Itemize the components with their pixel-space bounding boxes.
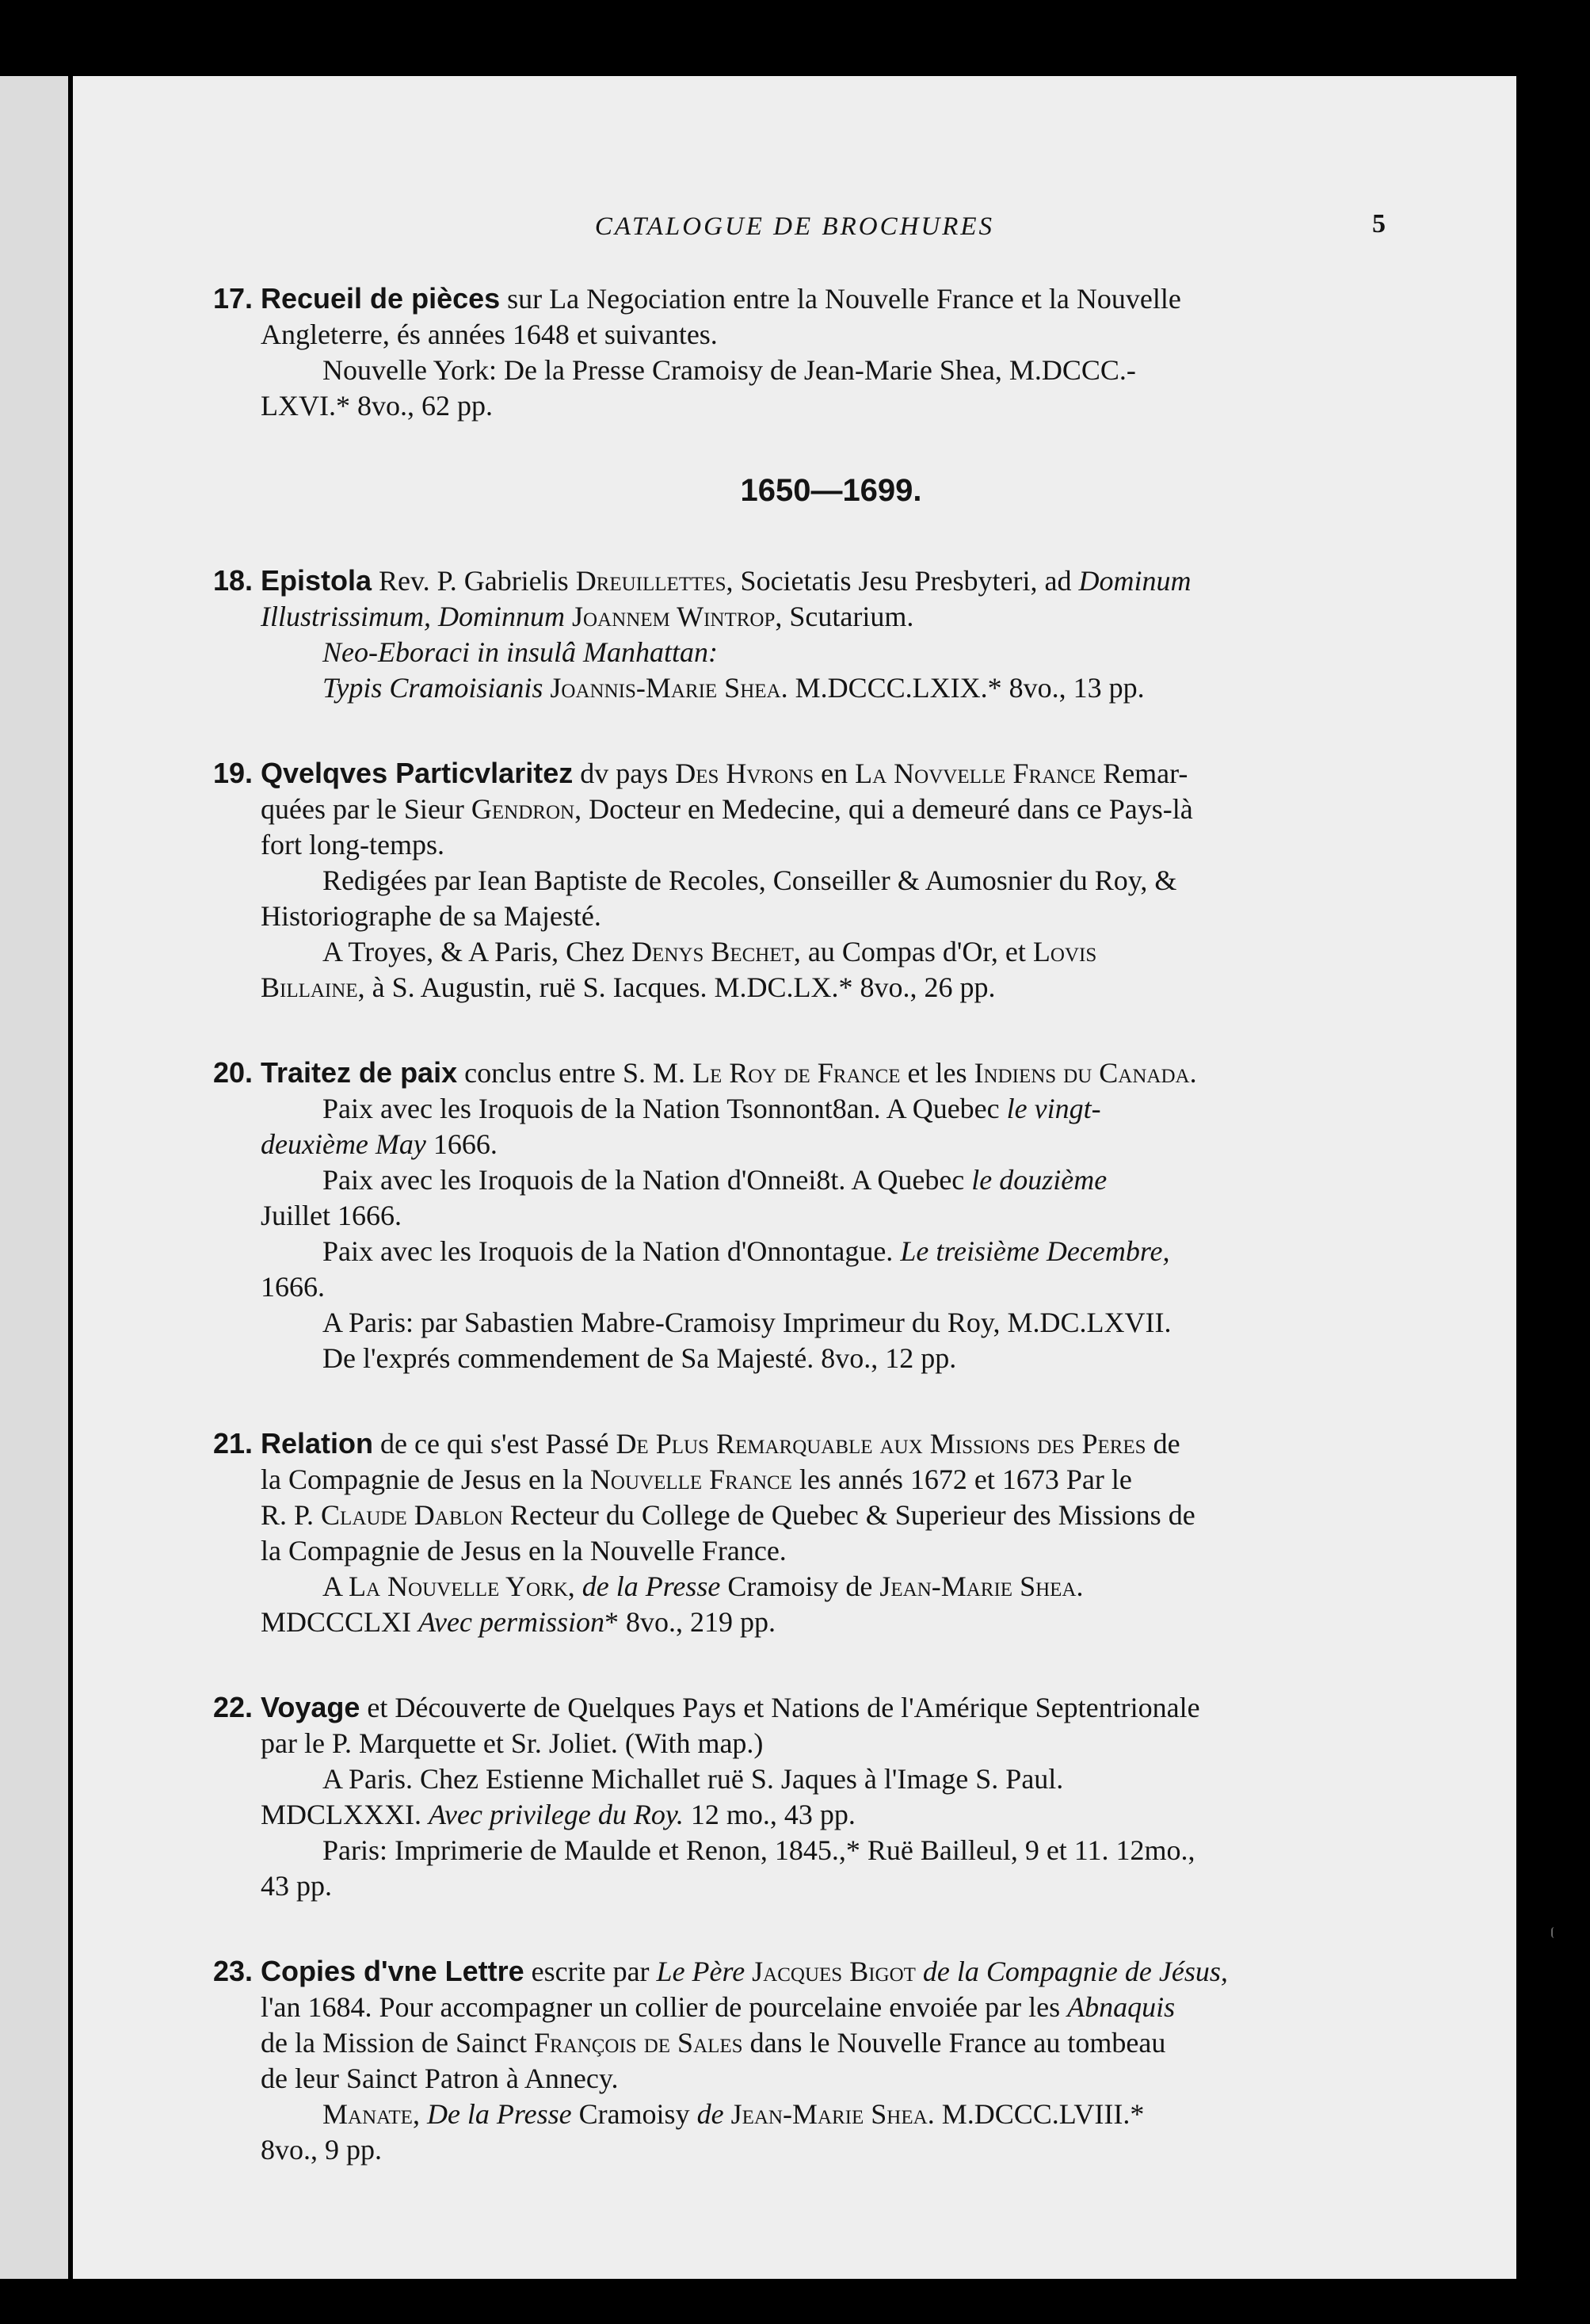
- entry-line: [261, 2097, 1401, 2132]
- entry-text: Illustrissimum, Dominnum: [261, 601, 566, 632]
- entry-line: [261, 934, 1401, 970]
- entry-text: A Troyes, & A Paris, Chez: [322, 936, 632, 967]
- entry-text: De l'exprés commendement de Sa Majesté. 8vo., 12 pp.: [322, 1342, 957, 1374]
- entry-line: [261, 1498, 1401, 1533]
- entry-text: La Nouvelle York: [349, 1570, 568, 1602]
- entry-text: Nouvelle France: [589, 1463, 792, 1495]
- entry-line: [261, 1569, 1401, 1605]
- entry-line: [261, 1833, 1401, 1868]
- entry-text: en: [814, 757, 856, 789]
- running-title: CATALOGUE DE BROCHURES: [594, 212, 995, 241]
- entry-number: 17.: [213, 282, 254, 315]
- entry-number: 21.: [213, 1427, 254, 1460]
- entry-line: [261, 1868, 1401, 1904]
- entry-text: la Compagnie de Jesus en la Nouvelle France.: [261, 1535, 787, 1567]
- entry-text: et Découverte de Quelques Pays et Nations de l'Amérique Septentrionale: [360, 1692, 1200, 1723]
- entry-line: [261, 353, 1401, 388]
- entry-first-line: [213, 1425, 1401, 1462]
- entry-number: 18.: [213, 564, 254, 597]
- entry-line: [261, 1533, 1401, 1569]
- entry-text: Paix avec les Iroquois de la Nation d'Onnei8t. A Quebec: [322, 1164, 972, 1196]
- entry-text: Avec permission: [418, 1606, 604, 1638]
- entry-text: , Scutarium.: [775, 601, 914, 632]
- entry-text: Billaine: [261, 971, 358, 1003]
- catalogue-entry: [213, 280, 1401, 424]
- entry-text: .: [1076, 1570, 1084, 1602]
- entry-text: Indiens du Canada: [974, 1057, 1190, 1089]
- entry-text: Neo-Eboraci in insulâ Manhattan:: [322, 636, 718, 668]
- entry-text: Le Père: [656, 1956, 745, 1987]
- entry-text: François de Sales: [533, 2027, 743, 2059]
- entry-first-line: [213, 563, 1401, 599]
- entry-line: [261, 1234, 1401, 1269]
- entry-text: Nouvelle York: De la Presse Cramoisy de Jean-Marie Shea, M.DCCC.-: [322, 354, 1136, 386]
- catalogue-entry: [213, 1425, 1401, 1640]
- entry-text: .: [1189, 1057, 1197, 1089]
- entry-text: LXVI.* 8vo., 62 pp.: [261, 390, 493, 422]
- entry-text: l'an 1684. Pour accompagner un collier de pourcelaine envoiée par les: [261, 1991, 1068, 2023]
- entry-line: [261, 1726, 1401, 1761]
- entry-line: [261, 1605, 1401, 1640]
- entry-line: [261, 317, 1401, 353]
- entry-text: , Docteur en Medecine, qui a demeuré dans ce Pays-là: [574, 793, 1193, 825]
- entry-text: Historiographe de sa Majesté.: [261, 900, 601, 932]
- entries-after-section: [213, 563, 1401, 2168]
- entry-line: [261, 599, 1401, 635]
- catalogue-page: [73, 76, 1516, 2279]
- entry-line: [261, 827, 1401, 863]
- entry-text: * 8vo., 219 pp.: [604, 1606, 776, 1638]
- entry-text: R. P.: [261, 1499, 322, 1531]
- entry-line: [261, 2025, 1401, 2061]
- entry-line: [261, 1341, 1401, 1376]
- entry-line: [261, 863, 1401, 899]
- entry-first-line: [213, 1055, 1401, 1091]
- entry-text: [565, 601, 572, 632]
- entry-text: De Plus Remarquable aux Missions des Peres: [616, 1428, 1146, 1460]
- entry-line: [261, 792, 1401, 827]
- entry-text: Paix avec les Iroquois de la Nation Tsonnont8an. A Quebec: [322, 1093, 1007, 1124]
- entry-text: Le Roy de France: [692, 1057, 901, 1089]
- entry-text: les annés 1672 et 1673 Par le: [791, 1463, 1132, 1495]
- entries-before-section: [213, 280, 1401, 424]
- entry-line: [261, 635, 1401, 670]
- entry-text: Joannem Wintrop: [572, 601, 776, 632]
- entry-text: dv pays: [573, 757, 676, 789]
- entry-first-line: [213, 280, 1401, 317]
- entry-text: A Paris. Chez Estienne Michallet ruë S. Jaques à l'Image S. Paul.: [322, 1763, 1064, 1795]
- entry-text: Redigées par Iean Baptiste de Recoles, Conseiller & Aumosnier du Roy, &: [322, 864, 1177, 896]
- entry-text: ,: [567, 1570, 582, 1602]
- entry-text: Jacques Bigot: [752, 1956, 916, 1987]
- entry-text: par le P. Marquette et Sr. Joliet. (With map.): [261, 1727, 764, 1759]
- entry-line: [261, 1162, 1401, 1198]
- entry-text: fort long-temps.: [261, 829, 444, 861]
- entry-text: conclus entre S. M.: [457, 1057, 693, 1089]
- entry-title: Copies d'vne Lettre: [261, 1955, 524, 1987]
- entry-text: A Paris: par Sabastien Mabre-Cramoisy Imprimeur du Roy, M.DC.LXVII.: [322, 1307, 1172, 1338]
- entry-text: Jean-Marie Shea: [879, 1570, 1077, 1602]
- entry-title: Traitez de paix: [261, 1056, 458, 1089]
- catalogue-entry: [213, 755, 1401, 1006]
- entry-line: [261, 1198, 1401, 1234]
- entry-text: . M.DCCC.LVIII.*: [927, 2098, 1145, 2130]
- entry-number: 22.: [213, 1691, 254, 1723]
- entry-first-line: [213, 1953, 1401, 1990]
- entry-text: le douzième: [971, 1164, 1108, 1196]
- entry-text: de: [1146, 1428, 1180, 1460]
- entry-text: . M.DCCC.LXIX.* 8vo., 13 pp.: [780, 672, 1145, 704]
- entry-line: [261, 1091, 1401, 1127]
- entry-text: Le treisième Decembre,: [900, 1235, 1170, 1267]
- entry-text: Paix avec les Iroquois de la Nation d'Onnontague.: [322, 1235, 901, 1267]
- entry-line: [261, 1462, 1401, 1498]
- entry-text: Dreuillettes: [575, 565, 726, 597]
- entry-number: 23.: [213, 1955, 254, 1987]
- entry-line: [261, 388, 1401, 424]
- entry-text: quées par le Sieur: [261, 793, 471, 825]
- entry-text: MDCLXXXI.: [261, 1799, 429, 1830]
- entry-text: Jean-Marie Shea: [730, 2098, 928, 2130]
- entry-text: Claude Dablon: [321, 1499, 503, 1531]
- entry-text: 8vo., 9 pp.: [261, 2134, 382, 2166]
- entry-text: sur La Negociation entre la Nouvelle France et la Nouvelle: [500, 283, 1181, 315]
- page-body: [213, 280, 1401, 2217]
- entry-text: et les: [900, 1057, 974, 1089]
- entry-title: Epistola: [261, 564, 372, 597]
- catalogue-entry: [213, 1689, 1401, 1904]
- entry-text: Juillet 1666.: [261, 1200, 402, 1231]
- entry-text: Remar-: [1096, 757, 1188, 789]
- catalogue-entry: [213, 563, 1401, 706]
- entry-text: ,: [412, 2098, 427, 2130]
- entry-text: La Novvelle France: [855, 757, 1096, 789]
- entry-text: Denys Bechet: [631, 936, 794, 967]
- entry-line: [261, 2132, 1401, 2168]
- entry-text: De la Presse: [426, 2098, 572, 2130]
- entry-text: , au Compas d'Or, et: [793, 936, 1033, 967]
- entry-line: [261, 970, 1401, 1006]
- entry-text: de ce qui s'est Passé: [373, 1428, 616, 1460]
- entry-text: , Societatis Jesu Presbyteri, ad: [726, 565, 1079, 597]
- previous-page-edge: [0, 76, 68, 2279]
- entry-line: [261, 1127, 1401, 1162]
- entry-text: A: [322, 1570, 349, 1602]
- entry-first-line: [213, 755, 1401, 792]
- entry-text: Joannis-Marie Shea: [550, 672, 781, 704]
- entry-text: de la Mission de Sainct: [261, 2027, 534, 2059]
- entry-line: [261, 1990, 1401, 2025]
- entry-text: Angleterre, és années 1648 et suivantes.: [261, 319, 718, 350]
- entry-text: Des Hvrons: [675, 757, 814, 789]
- entry-text: Cramoisy de: [720, 1570, 880, 1602]
- entry-text: 1666.: [261, 1271, 325, 1303]
- page-number: 5: [1372, 209, 1386, 239]
- entry-text: de la Compagnie de Jésus,: [922, 1956, 1228, 1987]
- entry-text: deuxième May: [261, 1128, 426, 1160]
- entry-text: de la Presse: [581, 1570, 721, 1602]
- entry-text: Paris: Imprimerie de Maulde et Renon, 1845.,* Ruë Bailleul, 9 et 11. 12mo.,: [322, 1834, 1195, 1866]
- entry-line: [261, 1305, 1401, 1341]
- entry-line: [261, 670, 1401, 706]
- entry-text: Manate: [322, 2098, 413, 2130]
- entry-text: [724, 2098, 731, 2130]
- entry-text: Cramoisy: [571, 2098, 697, 2130]
- entry-title: Relation: [261, 1427, 374, 1460]
- entry-text: Lovis: [1032, 936, 1097, 967]
- entry-text: Avec privilege du Roy.: [429, 1799, 684, 1830]
- catalogue-entry: [213, 1055, 1401, 1376]
- entry-text: le vingt-: [1006, 1093, 1101, 1124]
- entry-text: dans le Nouvelle France au tombeau: [742, 2027, 1166, 2059]
- entry-text: [916, 1956, 923, 1987]
- section-heading: 1650—1699.: [740, 473, 922, 508]
- entry-text: Typis Cramoisianis: [322, 672, 543, 704]
- margin-mark: [1551, 1927, 1558, 1938]
- entry-number: 19.: [213, 757, 254, 789]
- entry-text: Rev. P. Gabrielis: [372, 565, 576, 597]
- entry-text: 43 pp.: [261, 1870, 332, 1902]
- entry-title: Voyage: [261, 1691, 360, 1723]
- entry-number: 20.: [213, 1056, 254, 1089]
- entry-line: [261, 2061, 1401, 2097]
- entry-text: Dominum: [1078, 565, 1192, 597]
- entry-line: [261, 1269, 1401, 1305]
- entry-title: Qvelqves Particvlaritez: [261, 757, 574, 789]
- entry-text: Gendron: [471, 793, 575, 825]
- entry-text: la Compagnie de Jesus en la: [261, 1463, 590, 1495]
- entry-text: escrite par: [524, 1956, 657, 1987]
- entry-text: 12 mo., 43 pp.: [683, 1799, 856, 1830]
- entry-text: Abnaquis: [1067, 1991, 1176, 2023]
- entry-text: , à S. Augustin, ruë S. Iacques. M.DC.LX.* 8vo., 26 pp.: [357, 971, 996, 1003]
- entry-line: [261, 1761, 1401, 1797]
- entry-line: [261, 899, 1401, 934]
- entry-text: Recteur du College de Quebec & Superieur des Missions de: [502, 1499, 1195, 1531]
- entry-text: de leur Sainct Patron à Annecy.: [261, 2063, 619, 2094]
- entry-text: MDCCCLXI: [261, 1606, 419, 1638]
- entry-first-line: [213, 1689, 1401, 1726]
- entry-text: [745, 1956, 752, 1987]
- catalogue-entry: [213, 1953, 1401, 2168]
- entry-text: 1666.: [425, 1128, 498, 1160]
- entry-title: Recueil de pièces: [261, 282, 501, 315]
- entry-line: [261, 1797, 1401, 1833]
- entry-text: de: [696, 2098, 724, 2130]
